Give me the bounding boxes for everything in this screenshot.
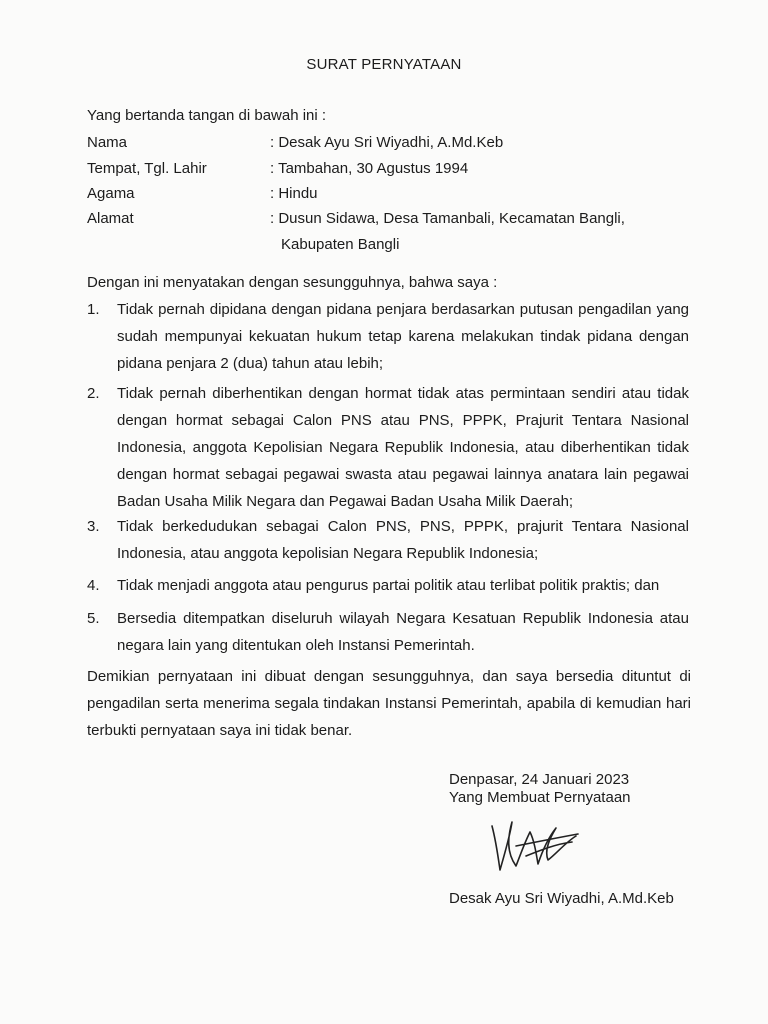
value-nama: : Desak Ayu Sri Wiyadhi, A.Md.Keb [270,134,504,151]
item-number: 4. [87,577,100,594]
signature-role: Yang Membuat Pernyataan [449,789,631,806]
item-text: Bersedia ditempatkan diseluruh wilayah Negara Kesatuan Republik Indonesia atau negara lain yang ditentukan oleh Instansi Pemerintah. [117,610,689,654]
handwritten-signature [486,816,586,876]
item-text: Tidak berkedudukan sebagai Calon PNS, PNS, PPPK, prajurit Tentara Nasional Indonesia, atau anggota kepolisian Negara Republik Indonesia; [117,518,689,562]
value-tempat-tgl-lahir: : Tambahan, 30 Agustus 1994 [270,160,469,177]
signatory-name: Desak Ayu Sri Wiyadhi, A.Md.Keb [449,890,674,907]
value-alamat-line2: Kabupaten Bangli [281,236,400,253]
intro-text: Yang bertanda tangan di bawah ini : [87,107,327,124]
item-number: 3. [87,518,100,535]
value-alamat: : Dusun Sidawa, Desa Tamanbali, Kecamatan Bangli, [270,210,625,227]
label-tempat-tgl-lahir: Tempat, Tgl. Lahir [87,160,207,177]
item-number: 1. [87,301,100,318]
closing-paragraph: Demikian pernyataan ini dibuat dengan sesungguhnya, dan saya bersedia dituntut di pengadilan serta menerima segala tindakan Instansi Pemerintah, apabila di kemudian hari terbukti pernyataan saya ini tidak benar. [87,668,691,739]
label-nama: Nama [87,134,128,151]
label-alamat: Alamat [87,210,134,227]
item-text: Tidak menjadi anggota atau pengurus partai politik atau terlibat politik praktis; dan [117,577,660,594]
item-text: Tidak pernah diberhentikan dengan hormat tidak atas permintaan sendiri atau tidak dengan hormat sebagai Calon PNS atau PNS, PPPK, Prajurit Tentara Nasional Indonesia, anggota Kepolisian Negara Republik Indonesia, atau diberhentikan tidak dengan hormat sebagai pegawai swasta atau pegawai lainnya anatara lain pegawai Badan Usaha Milik Negara dan Pegawai Badan Usaha Milik Daerah; [117,385,689,510]
label-agama: Agama [87,185,135,202]
item-number: 5. [87,610,100,627]
statement-intro: Dengan ini menyatakan dengan sesungguhnya, bahwa saya : [87,274,498,291]
signature-place-date: Denpasar, 24 Januari 2023 [449,771,630,788]
item-text: Tidak pernah dipidana dengan pidana penjara berdasarkan putusan pengadilan yang sudah mempunyai kekuatan hukum tetap karena melakukan tindak pidana dengan pidana penjara 2 (dua) tahun atau lebih; [117,301,689,372]
value-agama: : Hindu [270,185,318,202]
document-title: SURAT PERNYATAAN [306,56,462,73]
item-number: 2. [87,385,100,402]
